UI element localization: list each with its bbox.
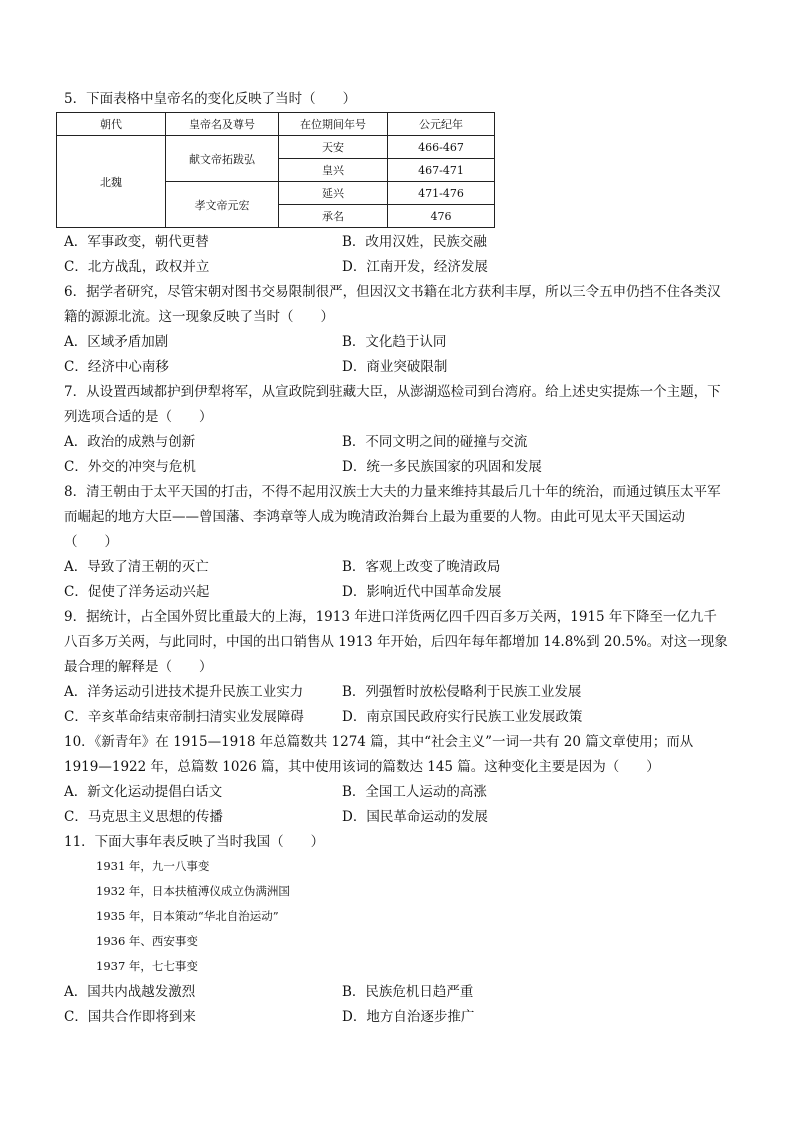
question-10 bbox=[64, 730, 730, 830]
table-header: 朝代 bbox=[57, 113, 166, 136]
question-stem: 6．据学者研究，尽管宋朝对图书交易限制很严，但因汉文书籍在北方获利丰厚，所以三令五申仍挡不住各类汉籍的源源北流。这一现象反映了当时（ ） bbox=[64, 284, 721, 325]
table-header: 在位期间年号 bbox=[279, 113, 388, 136]
question-11 bbox=[64, 830, 730, 855]
question-6 bbox=[64, 280, 730, 380]
option-a[interactable]: A．洋务运动引进技术提升民族工业实力 bbox=[64, 684, 304, 700]
option-b[interactable]: B．列强暂时放松侵略利于民族工业发展 bbox=[342, 684, 582, 700]
option-c[interactable]: C．促使了洋务运动兴起 bbox=[64, 584, 210, 600]
question-9 bbox=[64, 605, 730, 730]
option-c[interactable]: C．辛亥革命结束帝制扫清实业发展障碍 bbox=[64, 709, 304, 725]
option-b[interactable]: B．客观上改变了晚清政局 bbox=[342, 559, 501, 575]
option-d[interactable]: D．商业突破限制 bbox=[342, 359, 448, 375]
option-c[interactable]: C．外交的冲突与危机 bbox=[64, 459, 196, 475]
option-b[interactable]: B．文化趋于认同 bbox=[342, 334, 447, 350]
question-5-options bbox=[64, 230, 730, 280]
option-b[interactable]: B．全国工人运动的高涨 bbox=[342, 784, 487, 800]
option-a[interactable]: A．国共内战越发激烈 bbox=[64, 984, 196, 1000]
option-d[interactable]: D．统一多民族国家的巩固和发展 bbox=[342, 459, 542, 475]
question-7 bbox=[64, 380, 730, 480]
option-c[interactable]: C．国共合作即将到来 bbox=[64, 1009, 196, 1025]
timeline-item: 1935 年，日本策动“华北自治运动” bbox=[96, 909, 279, 923]
option-d[interactable]: D．南京国民政府实行民族工业发展政策 bbox=[342, 709, 583, 725]
era-cell: 延兴 bbox=[279, 182, 388, 205]
question-5 bbox=[64, 87, 730, 112]
question-11-options bbox=[64, 980, 730, 1030]
timeline-item: 1932 年，日本扶植溥仪成立伪满洲国 bbox=[96, 884, 290, 898]
question-stem: 8．清王朝由于太平天国的打击，不得不起用汉族士大夫的力量来维持其最后几十年的统治，而通过镇压太平军而崛起的地方大臣——曾国藩、李鸿章等人成为晚清政治舞台上最为重要的人物。由此可见太平天国运动（ ） bbox=[64, 484, 721, 550]
option-a[interactable]: A．区域矛盾加剧 bbox=[64, 334, 169, 350]
option-c[interactable]: C．马克思主义思想的传播 bbox=[64, 809, 223, 825]
emperor-cell: 孝文帝元宏 bbox=[166, 182, 279, 228]
option-b[interactable]: B．不同文明之间的碰撞与交流 bbox=[342, 434, 528, 450]
table-header: 皇帝名及尊号 bbox=[166, 113, 279, 136]
table-header: 公元纪年 bbox=[388, 113, 495, 136]
option-d[interactable]: D．影响近代中国革命发展 bbox=[342, 584, 502, 600]
option-b[interactable]: B．改用汉姓，民族交融 bbox=[342, 234, 487, 250]
year-cell: 466-467 bbox=[388, 136, 495, 159]
year-cell: 471-476 bbox=[388, 182, 495, 205]
timeline-item: 1931 年，九一八事变 bbox=[96, 859, 210, 873]
option-a[interactable]: A．政治的成熟与创新 bbox=[64, 434, 196, 450]
question-stem: 9．据统计，占全国外贸比重最大的上海，1913 年进口洋货两亿四千四百多万关两，1915 年下降至一亿九千八百多万关两，与此同时，中国的出口销售从 1913 年开始，后四年每年都增加 14.8%到 20.5%。对这一现象最合理的解释是（ ） bbox=[64, 609, 728, 675]
table-header-row bbox=[57, 113, 495, 136]
option-c[interactable]: C．经济中心南移 bbox=[64, 359, 169, 375]
option-a[interactable]: A．导致了清王朝的灭亡 bbox=[64, 559, 209, 575]
timeline-item: 1936 年、西安事变 bbox=[96, 934, 198, 948]
era-cell: 皇兴 bbox=[279, 159, 388, 182]
emperor-cell: 献文帝拓跋弘 bbox=[166, 136, 279, 182]
question-stem: 5．下面表格中皇帝名的变化反映了当时（ ） bbox=[64, 91, 357, 107]
option-d[interactable]: D．江南开发，经济发展 bbox=[342, 259, 488, 275]
emperor-table bbox=[56, 112, 495, 228]
era-cell: 承名 bbox=[279, 205, 388, 228]
option-b[interactable]: B．民族危机日趋严重 bbox=[342, 984, 474, 1000]
option-a[interactable]: A．新文化运动提倡白话文 bbox=[64, 784, 223, 800]
option-d[interactable]: D．国民革命运动的发展 bbox=[342, 809, 488, 825]
option-a[interactable]: A．军事政变，朝代更替 bbox=[64, 234, 209, 250]
question-stem: 11．下面大事年表反映了当时我国（ ） bbox=[64, 834, 325, 850]
timeline-item: 1937 年，七七事变 bbox=[96, 959, 198, 973]
year-cell: 476 bbox=[388, 205, 495, 228]
question-stem: 10．《新青年》在 1915—1918 年总篇数共 1274 篇，其中“社会主义”一词一共有 20 篇文章使用；而从 1919—1922 年，总篇数 1026 篇，其中使用该词的篇数达 145 篇。这种变化主要是因为（ ） bbox=[64, 734, 694, 775]
question-8 bbox=[64, 480, 730, 605]
option-c[interactable]: C．北方战乱，政权并立 bbox=[64, 259, 210, 275]
option-d[interactable]: D．地方自治逐步推广 bbox=[342, 1009, 475, 1025]
year-cell: 467-471 bbox=[388, 159, 495, 182]
era-cell: 天安 bbox=[279, 136, 388, 159]
dynasty-cell: 北魏 bbox=[57, 136, 166, 228]
table-row bbox=[57, 136, 495, 159]
question-stem: 7．从设置西域都护到伊犁将军，从宣政院到驻藏大臣，从澎湖巡检司到台湾府。给上述史实提炼一个主题，下列选项合适的是（ ） bbox=[64, 384, 721, 425]
